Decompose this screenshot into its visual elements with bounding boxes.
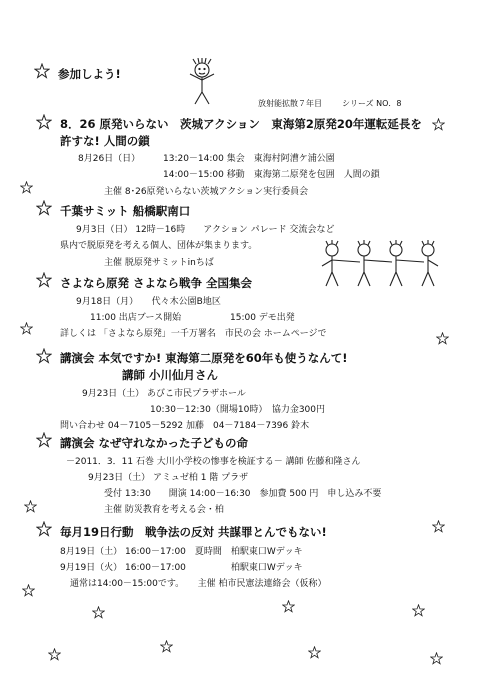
- series-number: シリーズ NO．8: [342, 99, 402, 108]
- event-1-line: 14:00－15:00 移動 東海第二原発を包囲 人間の鎖: [163, 170, 380, 180]
- header-subtitle: 放射能拡散７年目: [258, 99, 322, 108]
- event-6-line: 8月19日（土） 16:00－17:00 夏時間 柏駅東口Wデッキ: [60, 547, 303, 557]
- star-doodle-icon: [160, 640, 173, 653]
- star-doodle-icon: [308, 646, 321, 659]
- star-doodle-icon: [430, 652, 443, 665]
- star-doodle-icon: [22, 584, 35, 597]
- star-doodle-icon: [432, 520, 445, 533]
- event-5-organizer: 主催 防災教育を考える会・柏: [104, 505, 224, 515]
- star-doodle-icon: [48, 648, 61, 661]
- event-6-title: 毎月19日行動 戦争法の反対 共謀罪とんでもない!: [60, 525, 327, 539]
- star-doodle-icon: [36, 432, 52, 448]
- event-4-title: 講演会 本気ですか! 東海第二原発を60年も使うなんて!: [60, 351, 348, 365]
- event-4-line: 10:30－12:30（開場10時） 協力金300円: [150, 405, 326, 415]
- event-1-title-line1: 8．26 原発いらない 茨城アクション 東海第2原発20年運転延長を: [60, 117, 422, 131]
- event-2-organizer: 主催 脱原発サミットinちば: [104, 258, 214, 268]
- event-3-line: 9月18日（月） 代々木公園B地区: [76, 297, 221, 307]
- event-3-line: 15:00 デモ出発: [230, 313, 295, 323]
- star-doodle-icon: [412, 604, 425, 617]
- star-doodle-icon: [34, 63, 50, 79]
- event-5-line: 9月23日（土） アミュゼ柏 1 階 プラザ: [88, 473, 249, 483]
- star-doodle-icon: [282, 600, 295, 613]
- star-doodle-icon: [436, 332, 449, 345]
- star-doodle-icon: [20, 181, 33, 194]
- event-3-title: さよなら原発 さよなら戦争 全国集会: [60, 276, 253, 290]
- event-5-line: 受付 13:30 開演 14:00－16:30 参加費 500 円 申し込み不要: [104, 489, 382, 499]
- event-6-line: 通常は14:00－15:00です。 主催 柏市民憲法連絡会（仮称）: [70, 579, 327, 589]
- event-3-line: 詳しくは 「さよなら原発」一千万署名 市民の会 ホームページで: [60, 329, 327, 339]
- event-1-date: 8月26日（日）: [78, 154, 141, 164]
- event-1-organizer: 主催 8･26原発いらない茨城アクション実行委員会: [104, 187, 309, 197]
- event-6-line: 9月19日（火） 16:00－17:00 柏駅東口Wデッキ: [60, 563, 303, 573]
- star-doodle-icon: [36, 348, 52, 364]
- star-doodle-icon: [92, 606, 105, 619]
- event-4-line: 9月23日（土） あびこ市民プラザホール: [82, 389, 246, 399]
- event-2-line: 9月3日（日） 12時－16時 アクション パレード 交流会など: [76, 225, 335, 235]
- star-doodle-icon: [36, 200, 52, 216]
- event-3-line: 11:00 出店ブース開始: [90, 313, 182, 323]
- page-title: 参加しよう!: [58, 67, 121, 81]
- star-doodle-icon: [36, 521, 52, 537]
- event-4-speaker: 講師 小川仙月さん: [122, 368, 219, 382]
- event-2-title: 千葉サミット 船橋駅南口: [60, 204, 191, 218]
- star-doodle-icon: [24, 500, 37, 513]
- event-2-line: 県内で脱原発を考える個人、団体が集まります。: [60, 241, 258, 251]
- star-doodle-icon: [432, 118, 445, 131]
- event-1-line: 13:20－14:00 集会 東海村阿漕ケ浦公園: [163, 154, 335, 164]
- event-1-title-line2: 許すな! 人間の鎖: [60, 134, 150, 148]
- star-doodle-icon: [36, 114, 52, 130]
- star-doodle-icon: [20, 322, 33, 335]
- event-5-title: 講演会 なぜ守れなかった子どもの命: [60, 436, 249, 450]
- event-4-contact: 問い合わせ 04－7105－5292 加藤 04－7184－7396 鈴木: [60, 421, 310, 431]
- event-5-subtitle: －2011．3．11 石巻 大川小学校の惨事を検証する－ 講師 佐藤和隆さん: [66, 457, 361, 467]
- stick-figure-icon: [182, 58, 222, 110]
- star-doodle-icon: [36, 272, 52, 288]
- children-holding-hands-icon: [316, 238, 444, 294]
